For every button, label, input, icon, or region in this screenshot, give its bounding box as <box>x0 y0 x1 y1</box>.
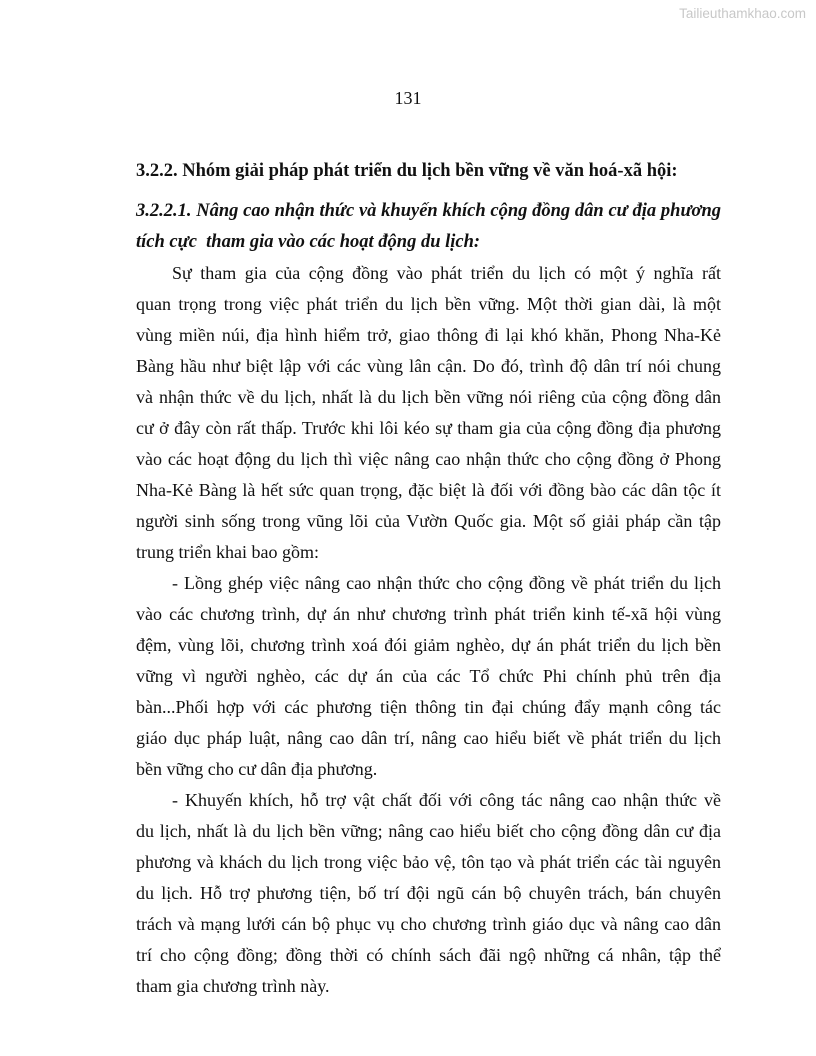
paragraph-line: Bàng hầu như biệt lập với các vùng lân cận. Do đó, trình độ dân trí nói chung <box>136 356 721 376</box>
paragraph-line: bền vững cho cư dân địa phương. <box>136 759 378 779</box>
subsection-heading-line: tích cực tham gia vào các hoạt động du lịch: <box>136 232 481 252</box>
paragraph-line: bàn...Phối hợp với các phương tiện thông tin đại chúng đẩy mạnh công tác <box>136 697 721 717</box>
paragraph-line: - Lồng ghép việc nâng cao nhận thức cho cộng đồng về phát triển du lịch <box>172 573 721 593</box>
paragraph-line: và nhận thức về du lịch, nhất là du lịch bền vững nói riêng của cộng đồng dân <box>136 387 721 407</box>
paragraph-line: quan trọng trong việc phát triển du lịch bền vững. Một thời gian dài, là một <box>136 294 721 314</box>
paragraph-line: phương và khách du lịch trong việc bảo vệ, tôn tạo và phát triển các tài nguyên <box>136 852 721 872</box>
paragraph-line: đệm, vùng lõi, chương trình xoá đói giảm nghèo, dự án phát triển du lịch bền <box>136 635 721 655</box>
paragraph-line: trung triển khai bao gồm: <box>136 542 319 562</box>
document-body <box>136 156 721 1002</box>
paragraph-integration <box>136 568 721 785</box>
subsection-heading <box>136 196 721 258</box>
paragraph-line: người sinh sống trong vũng lõi của Vườn Quốc gia. Một số giải pháp cần tập <box>136 511 721 531</box>
section-heading: 3.2.2. Nhóm giải pháp phát triển du lịch bền vững về văn hoá-xã hội: <box>136 161 678 181</box>
paragraph-intro <box>136 258 721 568</box>
paragraph-encouragement <box>136 785 721 1002</box>
watermark: Tailieuthamkhao.com <box>679 6 806 21</box>
paragraph-line: du lịch, nhất là du lịch bền vững; nâng cao hiểu biết cho cộng đồng dân cư địa <box>136 821 721 841</box>
paragraph-line: vùng miền núi, địa hình hiểm trở, giao thông đi lại khó khăn, Phong Nha-Kẻ <box>136 325 721 345</box>
paragraph-line: - Khuyến khích, hỗ trợ vật chất đối với công tác nâng cao nhận thức về <box>172 790 721 810</box>
paragraph-line: vào các hoạt động du lịch thì việc nâng cao nhận thức cho cộng đồng ở Phong <box>136 449 721 469</box>
paragraph-line: tham gia chương trình này. <box>136 976 330 996</box>
page-number: 131 <box>394 88 422 108</box>
paragraph-line: giáo dục pháp luật, nâng cao dân trí, nâng cao hiểu biết về phát triển du lịch <box>136 728 721 748</box>
paragraph-line: Nha-Kẻ Bàng là hết sức quan trọng, đặc biệt là đối với đồng bào các dân tộc ít <box>136 480 721 500</box>
paragraph-line: cư ở đây còn rất thấp. Trước khi lôi kéo sự tham gia của cộng đồng địa phương <box>136 418 721 438</box>
paragraph-line: Sự tham gia của cộng đồng vào phát triển du lịch có một ý nghĩa rất <box>172 263 721 283</box>
paragraph-line: trí cho cộng đồng; đồng thời có chính sách đãi ngộ những cá nhân, tập thể <box>136 945 721 965</box>
paragraph-line: vào các chương trình, dự án như chương trình phát triển kinh tế-xã hội vùng <box>136 604 721 624</box>
paragraph-line: vững vì người nghèo, các dự án của các Tổ chức Phi chính phủ trên địa <box>136 666 721 686</box>
paragraph-line: trách và mạng lưới cán bộ phục vụ cho chương trình giáo dục và nâng cao dân <box>136 914 721 934</box>
paragraph-line: du lịch. Hỗ trợ phương tiện, bố trí đội ngũ cán bộ chuyên trách, bán chuyên <box>136 883 721 903</box>
subsection-heading-line: 3.2.2.1. Nâng cao nhận thức và khuyến khích cộng đồng dân cư địa phương <box>136 201 721 221</box>
